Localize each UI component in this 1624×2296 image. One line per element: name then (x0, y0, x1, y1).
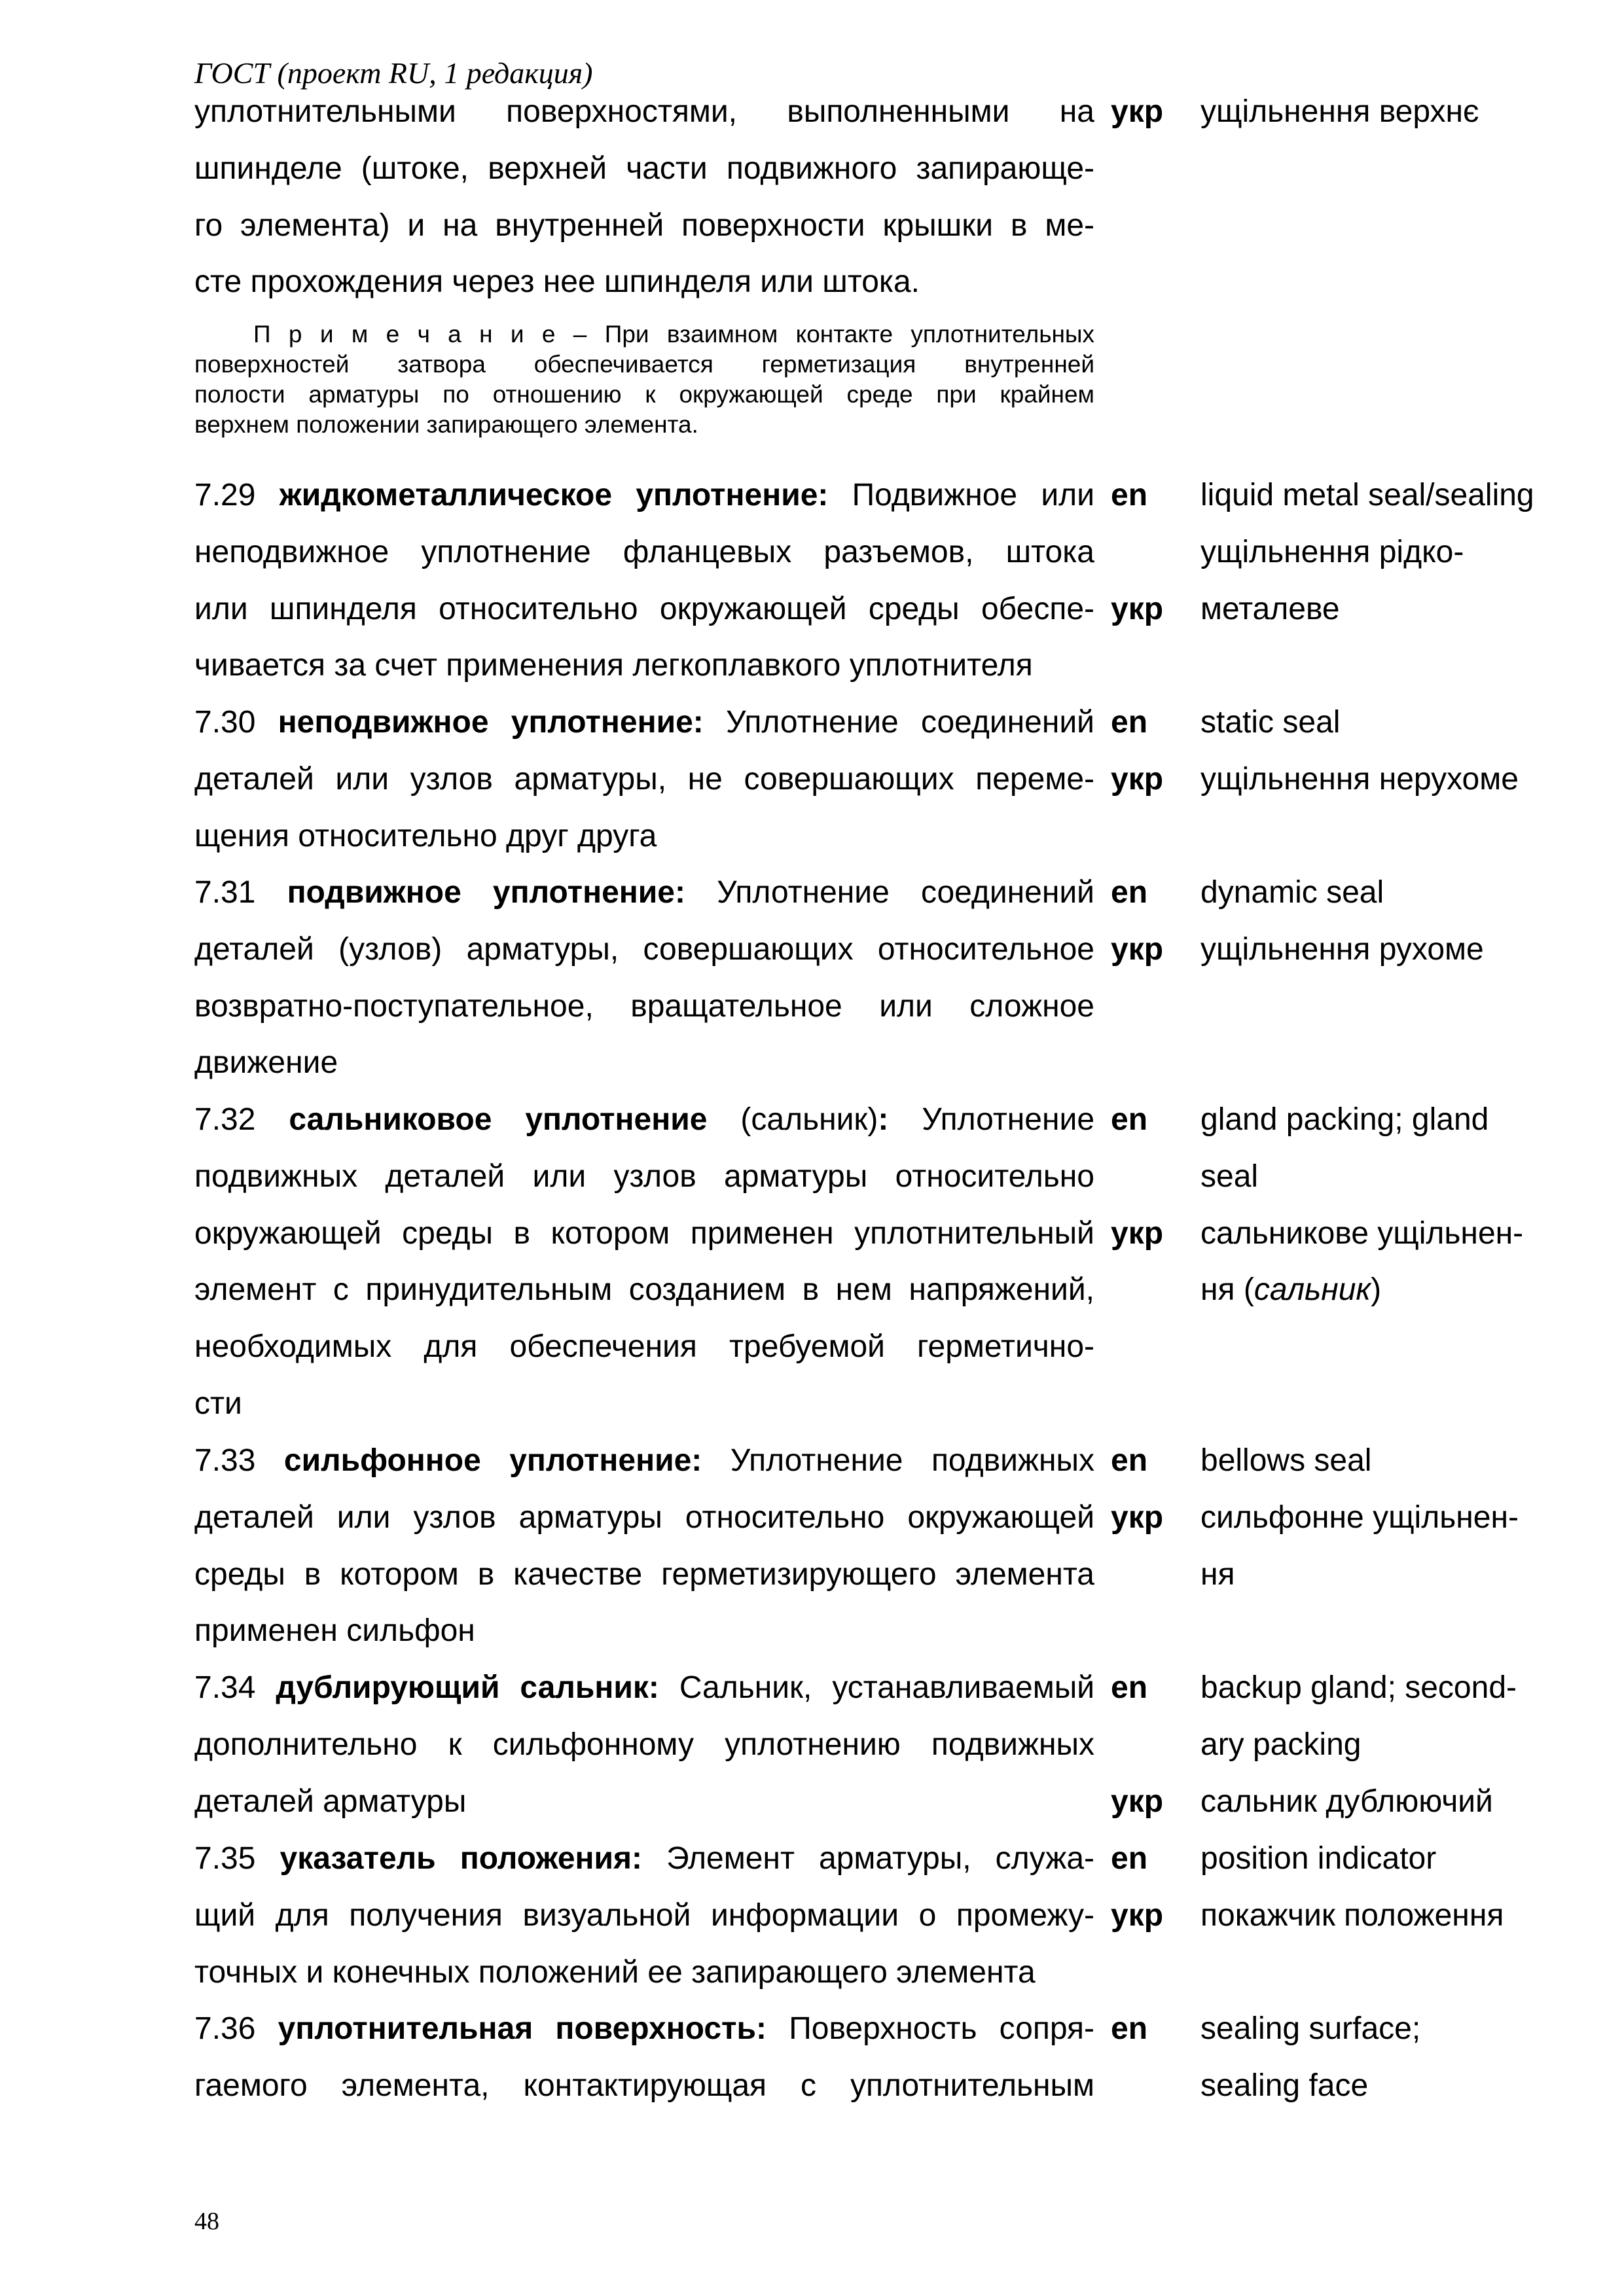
entry-first-line (194, 2001, 1094, 2058)
entry-term: указатель положения: (280, 1841, 643, 1876)
page-number: 48 (194, 2208, 219, 2235)
entry-first-line (194, 1092, 1094, 1149)
lang-label-en: en (1111, 2011, 1148, 2046)
lang-label-uk: укр (1111, 1784, 1164, 1819)
note-line: полости арматуры по отношению к окружающей среде при крайнем (194, 381, 1094, 408)
term-entry-7-35 (194, 1831, 1569, 2001)
en-translation: gland packing; gland (1200, 1102, 1489, 1137)
lang-label-en: en (1111, 1443, 1148, 1478)
uk-translation: ущільнення нерухоме (1200, 761, 1519, 797)
note-block (194, 319, 1094, 440)
entry-term-paren: (сальник) (740, 1102, 878, 1137)
lang-label-en: en (1111, 478, 1148, 512)
body-line: деталей или узлов арматуры относительно окружающей (194, 1499, 1094, 1535)
entry-number: 7.30 (194, 705, 256, 740)
body-line: щения относительно друг друга (194, 818, 657, 853)
entry-number: 7.33 (194, 1443, 256, 1478)
entry-term: неподвижное уплотнение: (278, 705, 704, 740)
body-line: окружающей среды в котором применен уплотнительный (194, 1215, 1094, 1251)
entry-text: Поверхность сопря- (789, 2011, 1095, 2046)
entry-term: уплотнительная поверхность: (278, 2011, 767, 2046)
uk-translation: ня (1200, 1556, 1235, 1592)
note-dash: – (555, 321, 605, 348)
entry-text: Уплотнение подвижных (730, 1443, 1095, 1478)
body-line: деталей (узлов) арматуры, совершающих относительное (194, 931, 1094, 967)
entry-first-line (194, 1660, 1094, 1717)
body-line: щий для получения визуальной информации о промежу- (194, 1897, 1094, 1933)
body-line: сти (194, 1386, 242, 1421)
entry-term: сильфонное уплотнение: (283, 1443, 702, 1478)
lang-label-uk: укр (1111, 1499, 1164, 1535)
uk-translation: ущільнення верхнє (1200, 94, 1479, 129)
note-line: верхнем положении запирающего элемента. (194, 411, 698, 438)
uk-translation: сальник дублюючий (1200, 1784, 1493, 1819)
lang-label-uk: укр (1111, 761, 1164, 797)
body-line: движение (194, 1045, 338, 1081)
entry-number: 7.32 (194, 1102, 256, 1137)
en-translation: static seal (1200, 705, 1341, 740)
en-translation: seal (1200, 1158, 1259, 1194)
lang-label-uk: укр (1111, 94, 1164, 129)
en-translation: backup gland; second- (1200, 1670, 1517, 1705)
uk-translation: ущільнення рухоме (1200, 931, 1484, 967)
body-line: деталей арматуры (194, 1784, 467, 1819)
body-line: возвратно-поступательное, вращательное или сложное (194, 988, 1094, 1024)
body-line: сте прохождения через нее шпинделя или штока. (194, 264, 920, 300)
entry-first-line (194, 1831, 1094, 1888)
entry-number: 7.34 (194, 1670, 256, 1705)
uk-translation: сальникове ущільнен- (1200, 1215, 1524, 1251)
entry-text: Уплотнение (922, 1102, 1095, 1137)
body-line: го элемента) и на внутренней поверхности крышки в ме- (194, 207, 1094, 243)
lang-label-uk: укр (1111, 1215, 1164, 1251)
en-translation: bellows seal (1200, 1443, 1372, 1478)
lang-label-en: en (1111, 1102, 1148, 1137)
entry-number: 7.36 (194, 2011, 256, 2046)
body-line: шпинделе (штоке, верхней части подвижного запирающе- (194, 151, 1094, 186)
term-entry-7-32 (194, 1092, 1569, 1433)
entry-number: 7.35 (194, 1841, 256, 1876)
term-entry-7-30 (194, 694, 1569, 865)
body-line: гаемого элемента, контактирующая с уплотнительным (194, 2068, 1094, 2103)
entry-first-line (194, 865, 1094, 922)
body-line: необходимых для обеспечения требуемой герметично- (194, 1329, 1094, 1365)
term-entry-7-36 (194, 2001, 1569, 2115)
continuation-entry (194, 84, 1569, 311)
uk-translation: ня (сальник) (1200, 1272, 1382, 1308)
entry-number: 7.29 (194, 478, 256, 512)
note-line (194, 319, 1094, 350)
lang-label-en: en (1111, 1670, 1148, 1705)
en-translation: sealing surface; (1200, 2011, 1421, 2046)
en-translation: ary packing (1200, 1727, 1362, 1762)
en-translation: dynamic seal (1200, 875, 1384, 910)
entry-text: Элемент арматуры, служа- (666, 1841, 1095, 1876)
body-line: уплотнительными поверхностями, выполненными на (194, 94, 1094, 129)
en-translation: liquid metal seal/sealing (1200, 478, 1534, 512)
body-line: чивается за счет применения легкоплавкого уплотнителя (194, 648, 1033, 683)
body-line: деталей или узлов арматуры, не совершающих переме- (194, 761, 1094, 797)
lang-label-uk: укр (1111, 1897, 1164, 1933)
body-line: или шпинделя относительно окружающей среды обеспе- (194, 591, 1094, 626)
body-line: неподвижное уплотнение фланцевых разъемов, штока (194, 534, 1094, 569)
note-text: При взаимном контакте уплотнительных (604, 321, 1094, 348)
entry-text: Подвижное или (852, 478, 1094, 512)
uk-translation: металеве (1200, 591, 1340, 626)
document-header: ГОСТ (проект RU, 1 редакция) (194, 56, 593, 90)
lang-label-en: en (1111, 1841, 1148, 1876)
uk-italic-term: сальник (1254, 1272, 1371, 1308)
entry-term: дублирующий сальник: (276, 1670, 659, 1705)
body-line: подвижных деталей или узлов арматуры относительно (194, 1158, 1094, 1194)
body-line: среды в котором в качестве герметизирующего элемента (194, 1556, 1094, 1592)
entry-number: 7.31 (194, 875, 256, 910)
entry-first-line (194, 694, 1094, 751)
uk-translation: сильфонне ущільнен- (1200, 1499, 1519, 1535)
lang-label-en: en (1111, 875, 1148, 910)
lang-label-uk: укр (1111, 591, 1164, 626)
entry-text: Уплотнение соединений (726, 705, 1094, 740)
uk-translation: ущільнення рідко- (1200, 534, 1464, 569)
body-line: применен сильфон (194, 1613, 475, 1649)
term-entry-7-31 (194, 865, 1569, 1092)
entry-term: сальниковое уплотнение (289, 1102, 708, 1137)
lang-label-uk: укр (1111, 931, 1164, 967)
en-translation: position indicator (1200, 1841, 1437, 1876)
note-line: поверхностей затвора обеспечивается герметизация внутренней (194, 351, 1094, 378)
entry-text: Сальник, устанавливаемый (679, 1670, 1094, 1705)
entry-term: подвижное уплотнение: (287, 875, 685, 910)
term-entry-7-34 (194, 1660, 1569, 1830)
entry-term-colon: : (878, 1102, 889, 1137)
entry-first-line (194, 1433, 1094, 1490)
term-entry-7-29 (194, 467, 1569, 694)
note-label: П р и м е ч а н и е (253, 321, 556, 348)
body-line: элемент с принудительным созданием в нем напряжений, (194, 1272, 1094, 1308)
en-translation: sealing face (1200, 2068, 1369, 2103)
entry-term: жидкометаллическое уплотнение: (279, 478, 829, 512)
uk-translation: покажчик положення (1200, 1897, 1504, 1933)
body-line: точных и конечных положений ее запирающего элемента (194, 1954, 1036, 1990)
entry-text: Уплотнение соединений (717, 875, 1094, 910)
entry-first-line (194, 467, 1094, 524)
term-entry-7-33 (194, 1433, 1569, 1660)
lang-label-en: en (1111, 705, 1148, 740)
body-line: дополнительно к сильфонному уплотнению подвижных (194, 1727, 1094, 1762)
